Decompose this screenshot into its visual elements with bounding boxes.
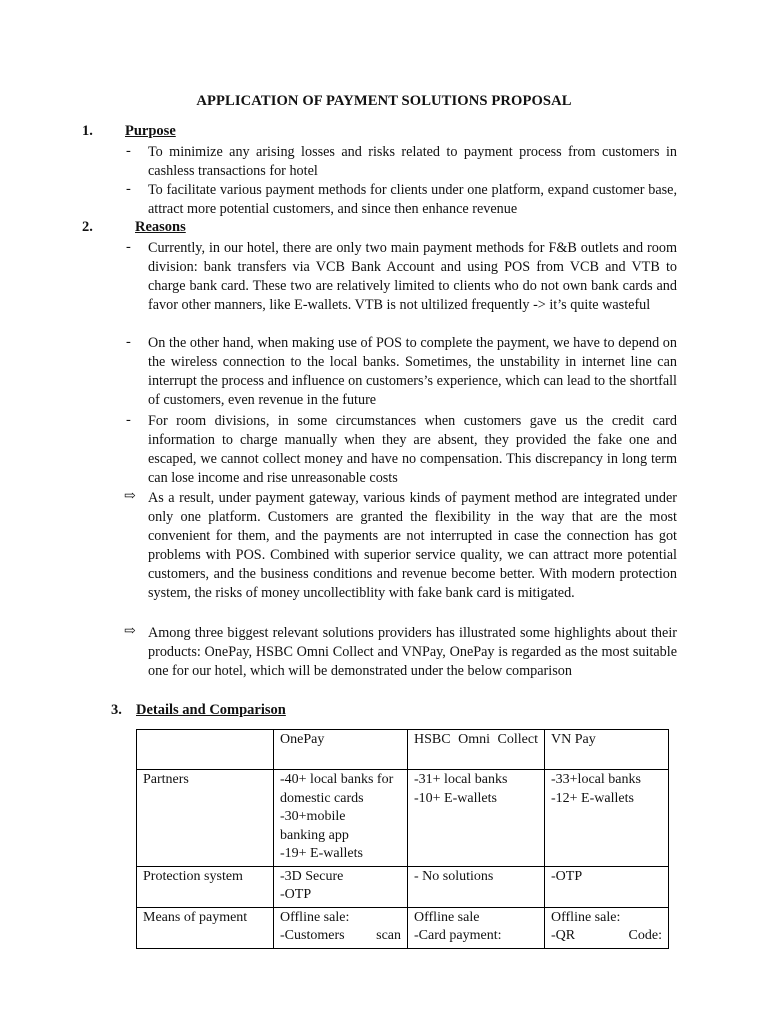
table-header-hsbc: HSBC Omni Collect: [414, 732, 538, 747]
table-cell: [545, 770, 669, 867]
table-header-row: [137, 730, 669, 770]
cell-line-justified: -Customers scan: [280, 928, 401, 943]
cell-line: -12+ E-wallets: [551, 790, 634, 806]
reasons-bullet-3: For room divisions, in some circumstances when customers gave us the credit card information to charge manually when they are absent, they provided the fake one and escaped, we cannot collect money and have no compensation. This discrepancy in long term can lose income and rise unreasonable costs: [148, 413, 677, 486]
cell-line: -OTP: [280, 887, 312, 902]
table-row: [137, 907, 669, 948]
cell-line: Offline sale:: [280, 909, 350, 925]
table-cell: [408, 907, 545, 948]
reasons-conclusion-1: As a result, under payment gateway, various kinds of payment method are integrated under only one platform. Customers are granted the flexibility in the way that are the most convenient for them, and the payments are not interrupted in case the connection has got problems with POS. Combined with superior service quality, we can attract more potential customers, and the business conditions and revenue become better. With modern protection system, the risks of money uncollectiblity with fake bank card is mitigated.: [148, 490, 677, 601]
cell-line: -40+ local banks for: [280, 772, 394, 787]
table-cell: [408, 866, 545, 907]
cell-line-justified: -QR Code:: [551, 928, 662, 943]
document-title: APPLICATION OF PAYMENT SOLUTIONS PROPOSAL: [196, 93, 572, 109]
cell-line: -10+ E-wallets: [414, 790, 497, 806]
cell-line: Offline sale: [414, 909, 480, 925]
arrow-icon: ⇨: [124, 624, 136, 639]
table-header-cell: OnePay: [274, 730, 408, 770]
cell-line: Offline sale:: [551, 909, 621, 925]
table-cell: [408, 770, 545, 867]
table-cell: [545, 907, 669, 948]
table-cell: [274, 770, 408, 867]
table-row: [137, 770, 669, 867]
cell-line: banking app: [280, 827, 349, 843]
cell-line: -31+ local banks: [414, 772, 508, 787]
bullet-marker: -: [126, 334, 131, 350]
row-label: Partners: [137, 770, 274, 867]
cell-line: domestic cards: [280, 790, 364, 806]
bullet-marker: -: [126, 239, 131, 255]
purpose-bullet-1: To minimize any arising losses and risks related to payment process from customers in cashless transactions for hotel: [148, 144, 677, 179]
reasons-bullet-1: Currently, in our hotel, there are only two main payment methods for F&B outlets and room division: bank transfers via VCB Bank Account and using POS from VCB and VTB to charge bank card. These two are relatively limited to clients who do not own bank cards and favor other manners, like E-wallets. VTB is not ultilized frequently -> it’s quite wasteful: [148, 240, 677, 313]
table-header-cell: VN Pay: [545, 730, 669, 770]
section-2-number: 2.: [82, 219, 93, 235]
cell-line: -33+local banks: [551, 772, 641, 787]
bullet-marker: -: [126, 143, 131, 159]
bullet-marker: -: [126, 181, 131, 197]
table-header-cell: [408, 730, 545, 770]
cell-line: -3D Secure: [280, 868, 344, 884]
section-3-number: 3.: [111, 702, 122, 718]
cell-line: - No solutions: [414, 868, 494, 884]
table-cell: [274, 866, 408, 907]
row-label: Means of payment: [137, 907, 274, 948]
cell-line: -Card payment:: [414, 928, 502, 943]
purpose-bullet-2: To facilitate various payment methods for clients under one platform, expand customer base, attract more potential customers, and since then enhance revenue: [148, 182, 677, 217]
section-1-heading: Purpose: [125, 123, 176, 139]
cell-line: -30+mobile: [280, 809, 346, 824]
bullet-marker: -: [126, 412, 131, 428]
cell-line: -OTP: [551, 868, 583, 884]
reasons-bullet-2: On the other hand, when making use of POS to complete the payment, we have to depend on the wireless connection to the local banks. Sometimes, the unstability in internet line can interrupt the process and influence on customers’s experience, which can lead to the shortfall of customers, even revenue in the future: [148, 335, 677, 408]
table-header-cell: [137, 730, 274, 770]
cell-line: -19+ E-wallets: [280, 846, 363, 861]
cell-line: [280, 927, 401, 946]
section-1-number: 1.: [82, 123, 93, 139]
comparison-table: [136, 729, 669, 949]
cell-line: [551, 927, 662, 946]
arrow-icon: ⇨: [124, 489, 136, 504]
row-label: Protection system: [137, 866, 274, 907]
table-row: [137, 866, 669, 907]
reasons-conclusion-2: Among three biggest relevant solutions providers has illustrated some highlights about their products: OnePay, HSBC Omni Collect and VNPay, OnePay is regarded as the most suitable one for our hotel, which will be demonstrated under the below comparison: [148, 625, 677, 679]
section-3-heading: Details and Comparison: [136, 702, 286, 718]
table-cell: [274, 907, 408, 948]
section-2-heading: Reasons: [135, 219, 186, 235]
table-cell: [545, 866, 669, 907]
